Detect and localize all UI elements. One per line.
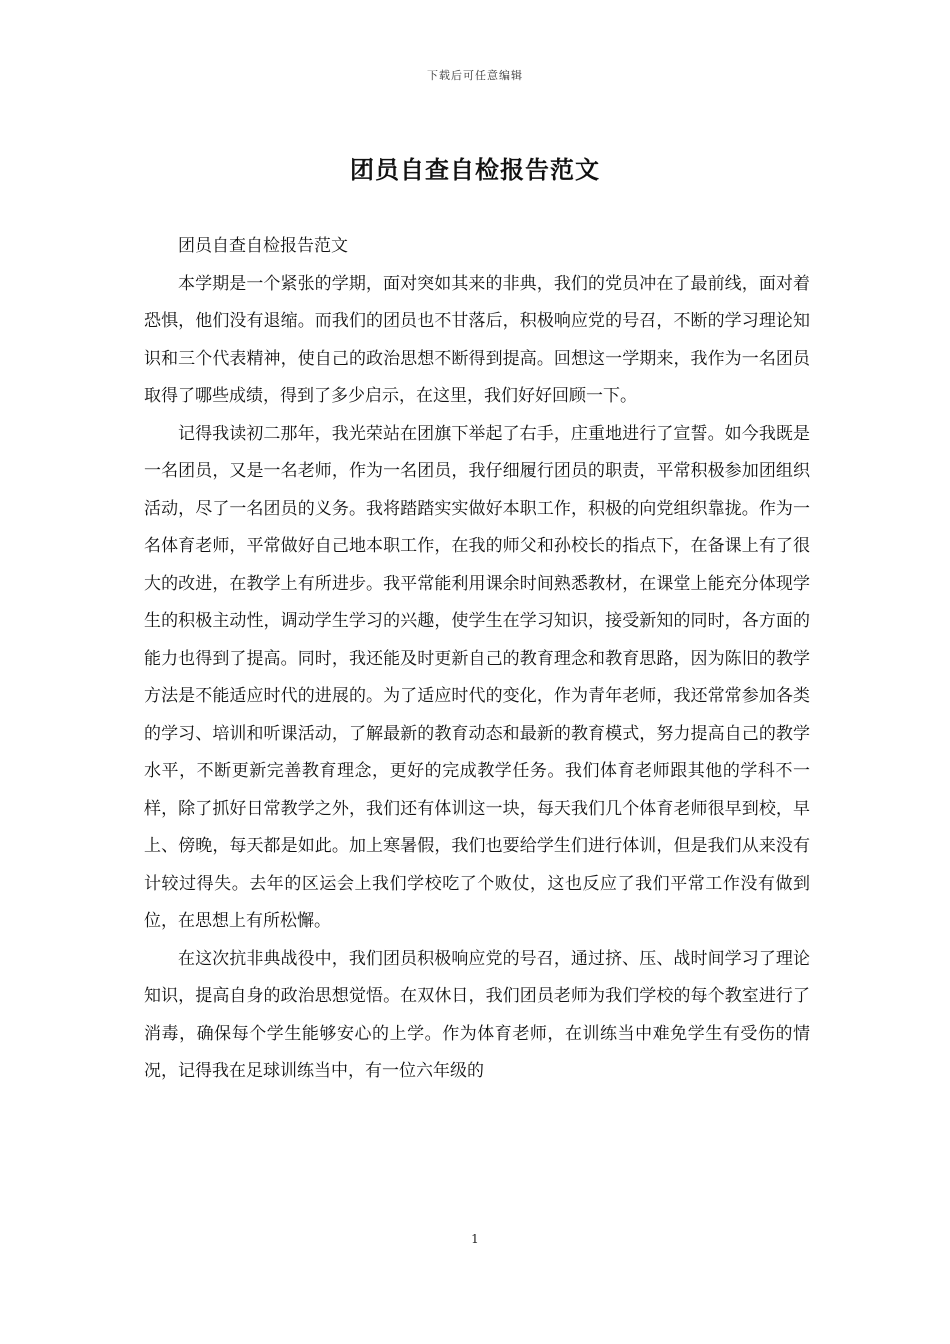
paragraph: 记得我读初二那年，我光荣站在团旗下举起了右手，庄重地进行了宣誓。如今我既是一名团员，又是一名老师，作为一名团员，我仔细履行团员的职责，平常积极参加团组织活动，尽了一名团员的义务。我将踏踏实实做好本职工作，积极的向党组织靠拢。作为一名体育老师，平常做好自己地本职工作，在我的师父和孙校长的指点下，在备课上有了很大的改进，在教学上有所进步。我平常能利用课余时间熟悉教材，在课堂上能充分体现学生的积极主动性，调动学生学习的兴趣，使学生在学习知识，接受新知的同时，各方面的能力也得到了提高。同时，我还能及时更新自己的教育理念和教育思路，因为陈旧的教学方法是不能适应时代的进展的。为了适应时代的变化，作为青年老师，我还常常参加各类的学习、培训和听课活动，了解最新的教育动态和最新的教育模式，努力提高自己的教学水平，不断更新完善教育理念，更好的完成教学任务。我们体育老师跟其他的学科不一样，除了抓好日常教学之外，我们还有体训这一块，每天我们几个体育老师很早到校，早上、傍晚，每天都是如此。加上寒暑假，我们也要给学生们进行体训，但是我们从来没有计较过得失。去年的区运会上我们学校吃了个败仗，这也反应了我们平常工作没有做到位，在思想上有所松懈。 — [144, 423, 810, 931]
paragraph: 本学期是一个紧张的学期，面对突如其来的非典，我们的党员冲在了最前线，面对着恐惧，他们没有退缩。而我们的团员也不甘落后，积极响应党的号召，不断的学习理论知识和三个代表精神，使自己的政治思想不断得到提高。回想这一学期来，我作为一名团员取得了哪些成绩，得到了多少启示，在这里，我们好好回顾一下。 — [144, 273, 810, 406]
paragraph-subtitle: 团员自查自检报告范文 — [178, 236, 348, 256]
document-body — [144, 228, 810, 1091]
paragraph: 在这次抗非典战役中，我们团员积极响应党的号召，通过挤、压、战时间学习了理论知识，提高自身的政治思想觉悟。在双休日，我们团员老师为我们学校的每个教室进行了消毒，确保每个学生能够安心的上学。作为体育老师，在训练当中难免学生有受伤的情况，记得我在足球训练当中，有一位六年级的 — [144, 948, 810, 1081]
page-number: 1 — [471, 1232, 479, 1246]
header-note: 下载后可任意编辑 — [427, 69, 523, 82]
document-title: 团员自查自检报告范文 — [350, 155, 600, 184]
